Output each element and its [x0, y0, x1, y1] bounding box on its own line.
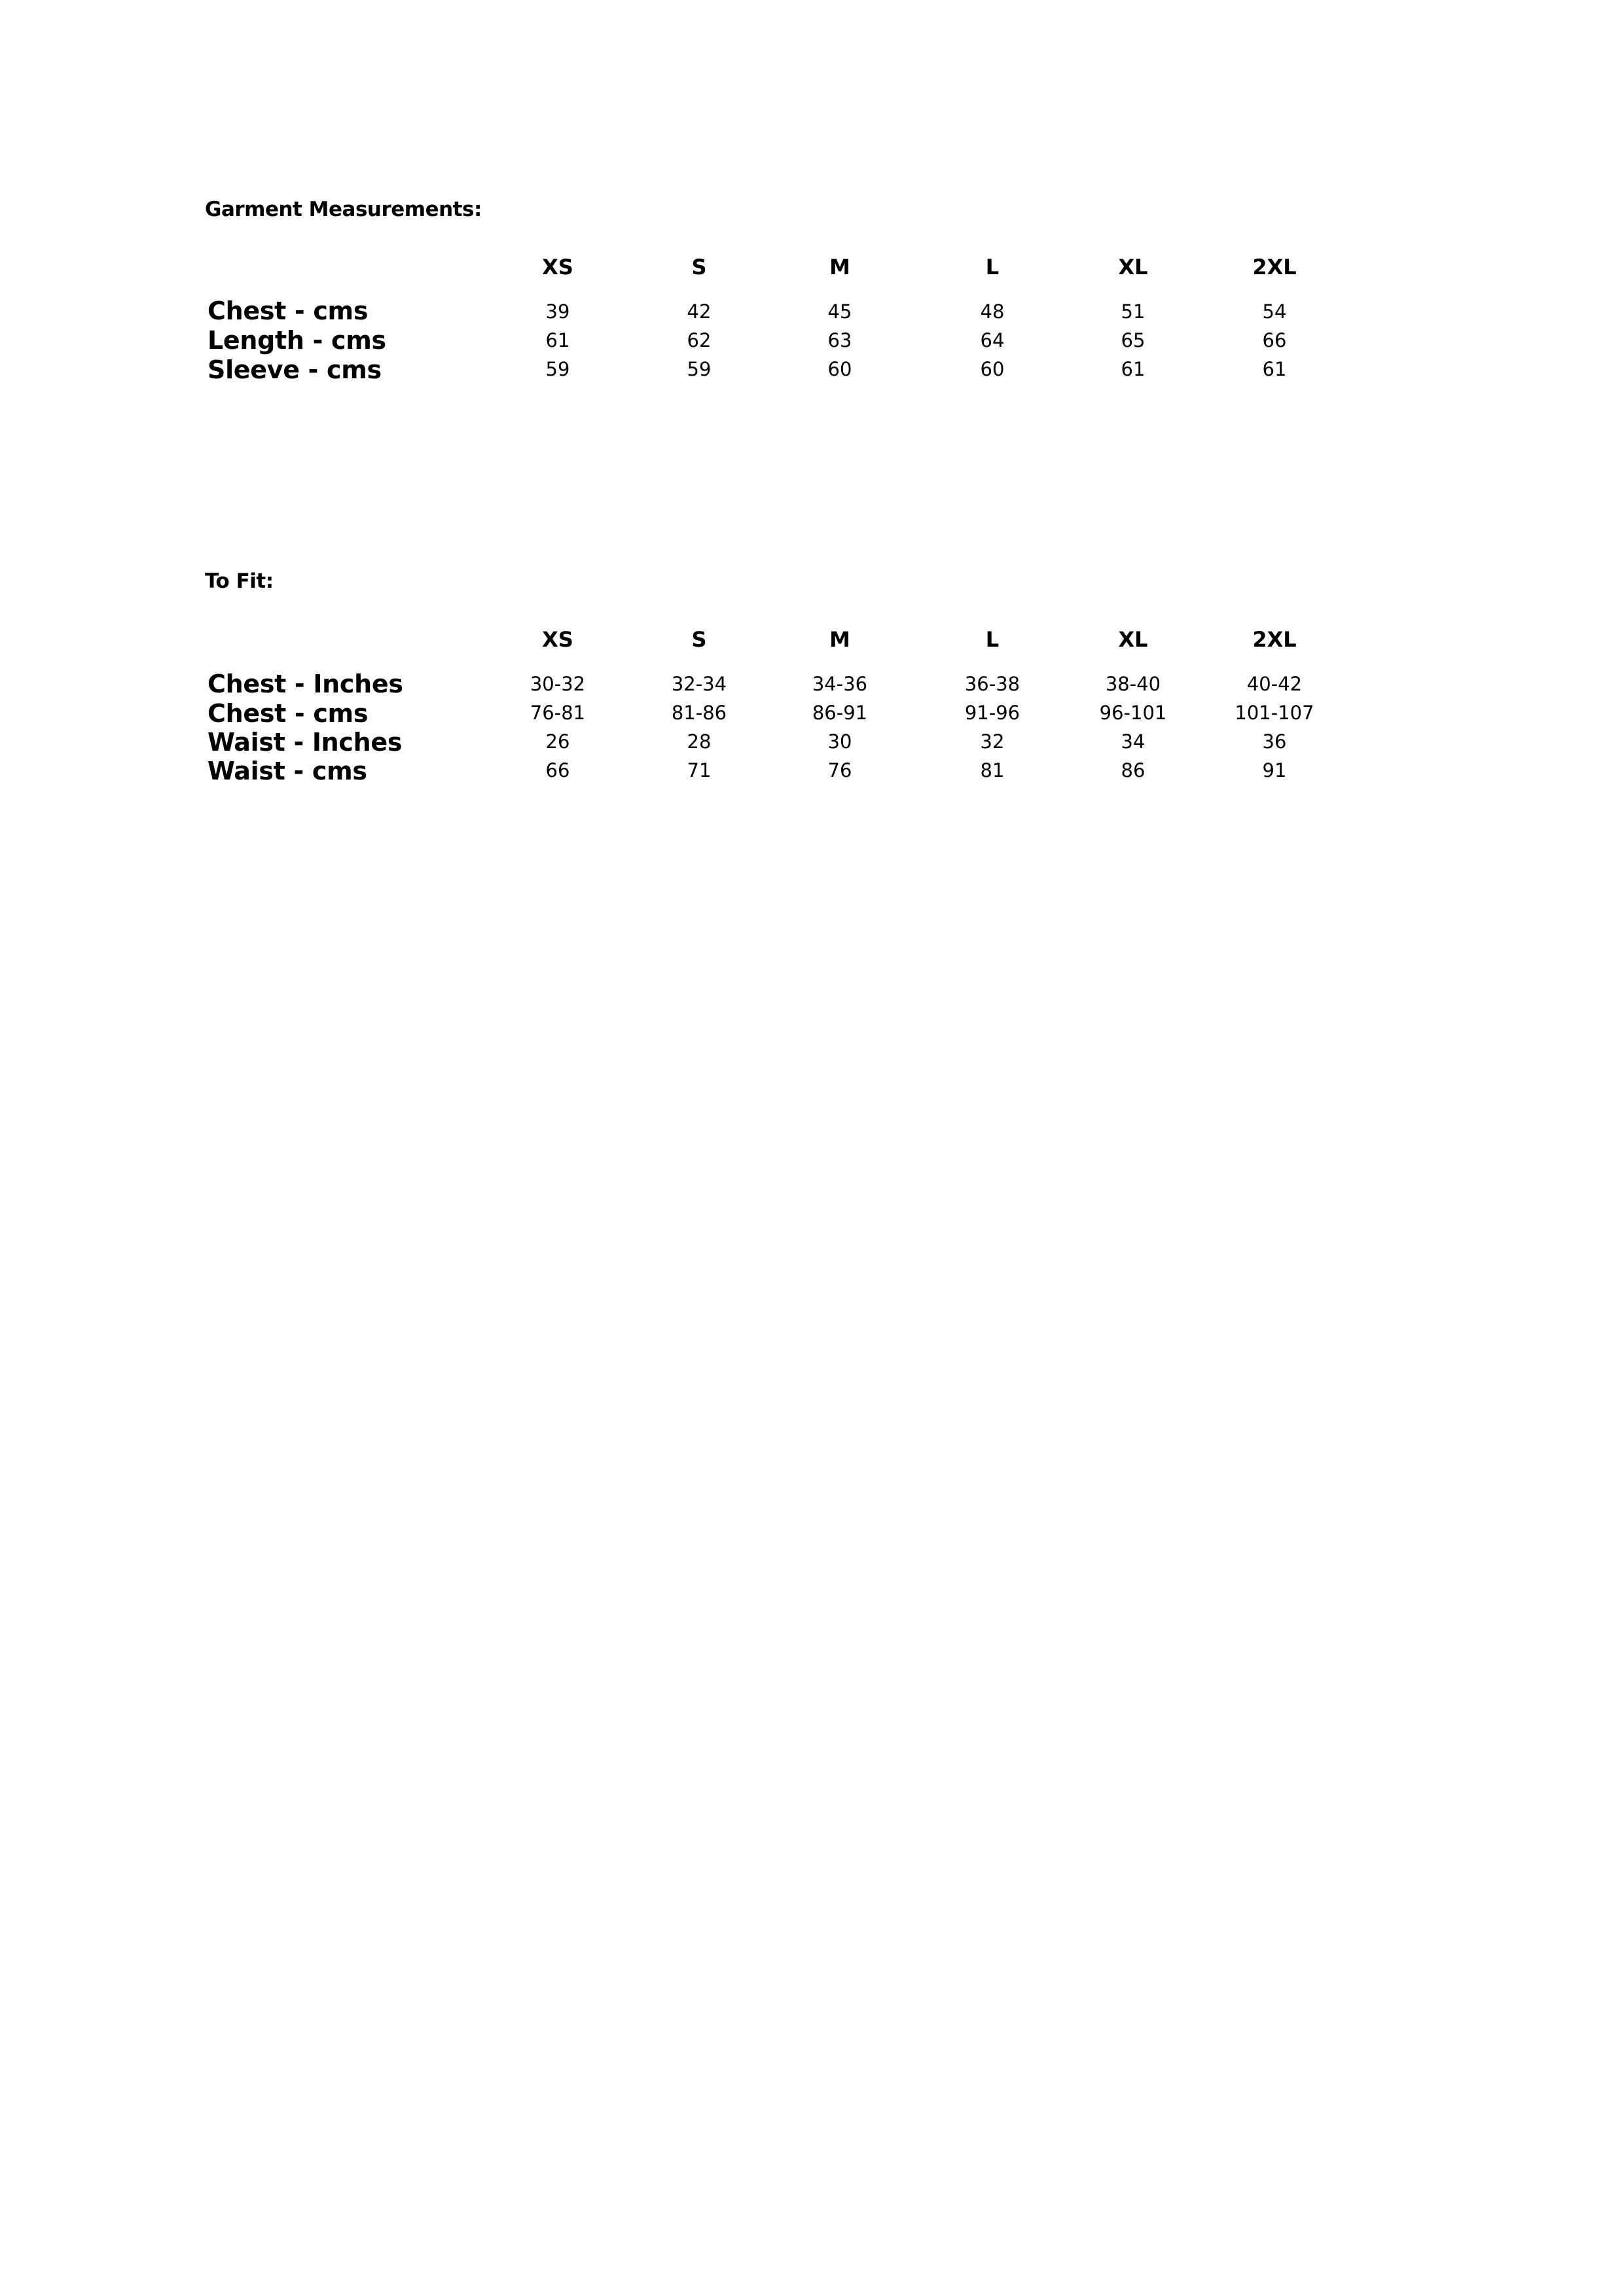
- table-cell: 32: [980, 730, 1005, 753]
- table-cell: 101-107: [1235, 702, 1314, 724]
- table-cell: 61: [1262, 358, 1287, 380]
- row-label-chest-inches: Chest - Inches: [208, 670, 403, 698]
- table-cell: 28: [687, 730, 712, 753]
- table-cell: 34-36: [812, 673, 868, 695]
- table-cell: 51: [1121, 300, 1146, 323]
- garment-measurements-title: Garment Measurements:: [205, 198, 482, 221]
- table-cell: 48: [980, 300, 1005, 323]
- row-label-sleeve-cms: Sleeve - cms: [208, 355, 382, 384]
- table-cell: 61: [545, 329, 570, 351]
- table-cell: 38-40: [1105, 673, 1161, 695]
- table-cell: 81-86: [671, 702, 727, 724]
- table-cell: 66: [545, 759, 570, 781]
- size-header-m: M: [829, 255, 850, 279]
- table-cell: 26: [545, 730, 570, 753]
- size-header-xs: XS: [542, 255, 573, 279]
- table-cell: 60: [980, 358, 1005, 380]
- table-cell: 81: [980, 759, 1005, 781]
- table-cell: 86: [1121, 759, 1146, 781]
- table-cell: 60: [827, 358, 852, 380]
- table-cell: 91: [1262, 759, 1287, 781]
- size-header-s: S: [691, 255, 707, 279]
- size-header-l: L: [985, 255, 1000, 279]
- row-label-waist-inches: Waist - Inches: [208, 728, 403, 757]
- to-fit-title: To Fit:: [205, 569, 274, 593]
- table-cell: 91-96: [964, 702, 1020, 724]
- table-cell: 34: [1121, 730, 1146, 753]
- table-cell: 62: [687, 329, 712, 351]
- table-cell: 59: [545, 358, 570, 380]
- size-header-xl: XL: [1118, 255, 1148, 279]
- size-header-xs: XS: [542, 627, 573, 652]
- table-cell: 96-101: [1099, 702, 1167, 724]
- row-label-chest-cms: Chest - cms: [208, 699, 369, 728]
- table-cell: 40-42: [1246, 673, 1303, 695]
- size-header-2xl: 2XL: [1252, 627, 1297, 652]
- size-header-l: L: [985, 627, 1000, 652]
- table-cell: 36: [1262, 730, 1287, 753]
- row-label-waist-cms: Waist - cms: [208, 757, 367, 785]
- table-cell: 65: [1121, 329, 1146, 351]
- table-cell: 86-91: [812, 702, 868, 724]
- table-cell: 32-34: [671, 673, 727, 695]
- table-cell: 30-32: [530, 673, 586, 695]
- table-cell: 71: [687, 759, 712, 781]
- size-header-s: S: [691, 627, 707, 652]
- table-cell: 30: [827, 730, 852, 753]
- row-label-chest-cms: Chest - cms: [208, 296, 369, 325]
- table-cell: 36-38: [964, 673, 1020, 695]
- table-cell: 61: [1121, 358, 1146, 380]
- table-cell: 76: [827, 759, 852, 781]
- table-cell: 64: [980, 329, 1005, 351]
- table-cell: 39: [545, 300, 570, 323]
- size-header-m: M: [829, 627, 850, 652]
- table-cell: 76-81: [530, 702, 586, 724]
- size-header-xl: XL: [1118, 627, 1148, 652]
- size-header-2xl: 2XL: [1252, 255, 1297, 279]
- table-cell: 66: [1262, 329, 1287, 351]
- row-label-length-cms: Length - cms: [208, 326, 386, 355]
- table-cell: 63: [827, 329, 852, 351]
- table-cell: 42: [687, 300, 712, 323]
- table-cell: 54: [1262, 300, 1287, 323]
- table-cell: 45: [827, 300, 852, 323]
- table-cell: 59: [687, 358, 712, 380]
